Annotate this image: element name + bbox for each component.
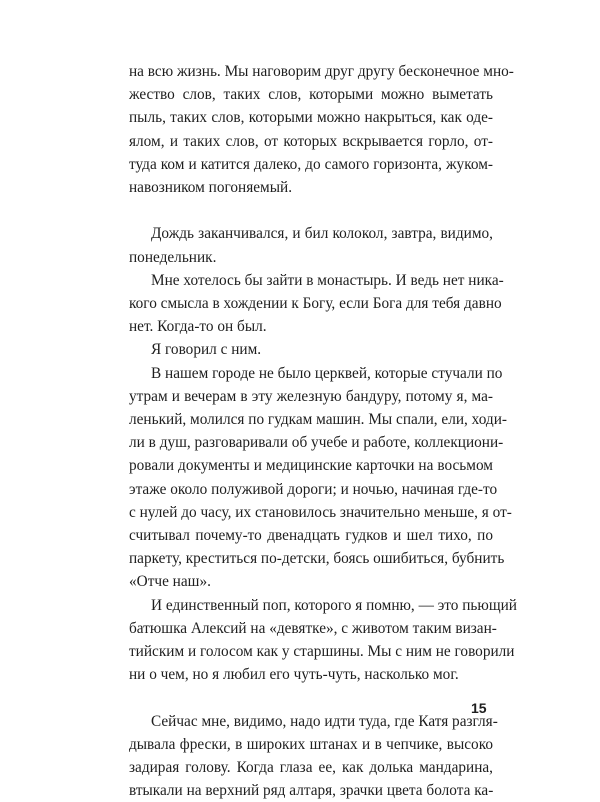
text-line: этаже около полуживой дороги; и ночью, начиная где-то [129, 480, 498, 498]
body-text [129, 60, 517, 802]
text-line: тийским и голосом как у старшины. Мы с ним не говорили [129, 643, 515, 661]
text-line: пыль, таких слов, которыми можно накрыться, как оде- [129, 109, 493, 127]
text-line: дывала фрески, в широких штанах и в чепчике, высоко [129, 735, 493, 753]
text-line: батюшка Алексий на «девятке», с животом таким визан- [129, 619, 497, 637]
text-line: жество слов, таких слов, которыми можно выметать [129, 86, 493, 104]
text-line: Дождь заканчивался, и бил колокол, завтра, видимо, [151, 225, 493, 243]
text-line: кого смысла в хождении к Богу, если Бога для тебя давно [129, 295, 502, 313]
page-number: 15 [471, 700, 487, 716]
text-line: паркету, креститься по-детски, боясь ошибиться, бубнить [129, 550, 505, 568]
text-line: понедельник. [129, 248, 217, 266]
text-line: втыкали на верхний ряд алтаря, зрачки цвета болота ка- [129, 782, 494, 800]
text-line: с нулей до часу, их становилось значительно меньше, я от- [129, 503, 512, 521]
text-line: ялом, и таких слов, от которых вскрывается горло, от- [129, 132, 493, 150]
text-line: ли в душ, разговаривали об учебе и работе, коллекциони- [129, 434, 504, 452]
text-line: ни о чем, но я любил его чуть-чуть, насколько мог. [129, 666, 459, 684]
text-line: Мне хотелось бы зайти в монастырь. И ведь нет ника- [151, 271, 504, 289]
text-line: навозником погоняемый. [129, 179, 293, 197]
text-line: утрам и вечерам в эту железную бандуру, потому я, ма- [129, 387, 493, 405]
text-line: ленький, молился по гудкам машин. Мы спали, ели, ходи- [129, 411, 507, 429]
text-line: на всю жизнь. Мы наговорим друг другу бесконечное мно- [129, 63, 514, 80]
text-line: задирая голову. Когда глаза ее, как долька мандарина, [129, 759, 493, 777]
text-line: считывал почему-то двенадцать гудков и шел тихо, по [129, 527, 493, 545]
text-line: Сейчас мне, видимо, надо идти туда, где Катя разгля- [151, 712, 498, 730]
text-line: «Отче наш». [129, 573, 211, 591]
text-line: И единственный поп, которого я помню, — это пьющий [151, 596, 517, 614]
text-line: Я говорил с ним. [151, 341, 262, 359]
text-line: В нашем городе не было церквей, которые стучали по [151, 364, 503, 382]
text-line: нет. Когда-то он был. [129, 318, 267, 336]
section-break [129, 199, 493, 222]
text-line: ровали документы и медицинские карточки на восьмом [129, 457, 493, 475]
text-line: туда ком и катится далеко, до самого горизонта, жуком- [129, 155, 493, 173]
section-break [129, 686, 493, 709]
